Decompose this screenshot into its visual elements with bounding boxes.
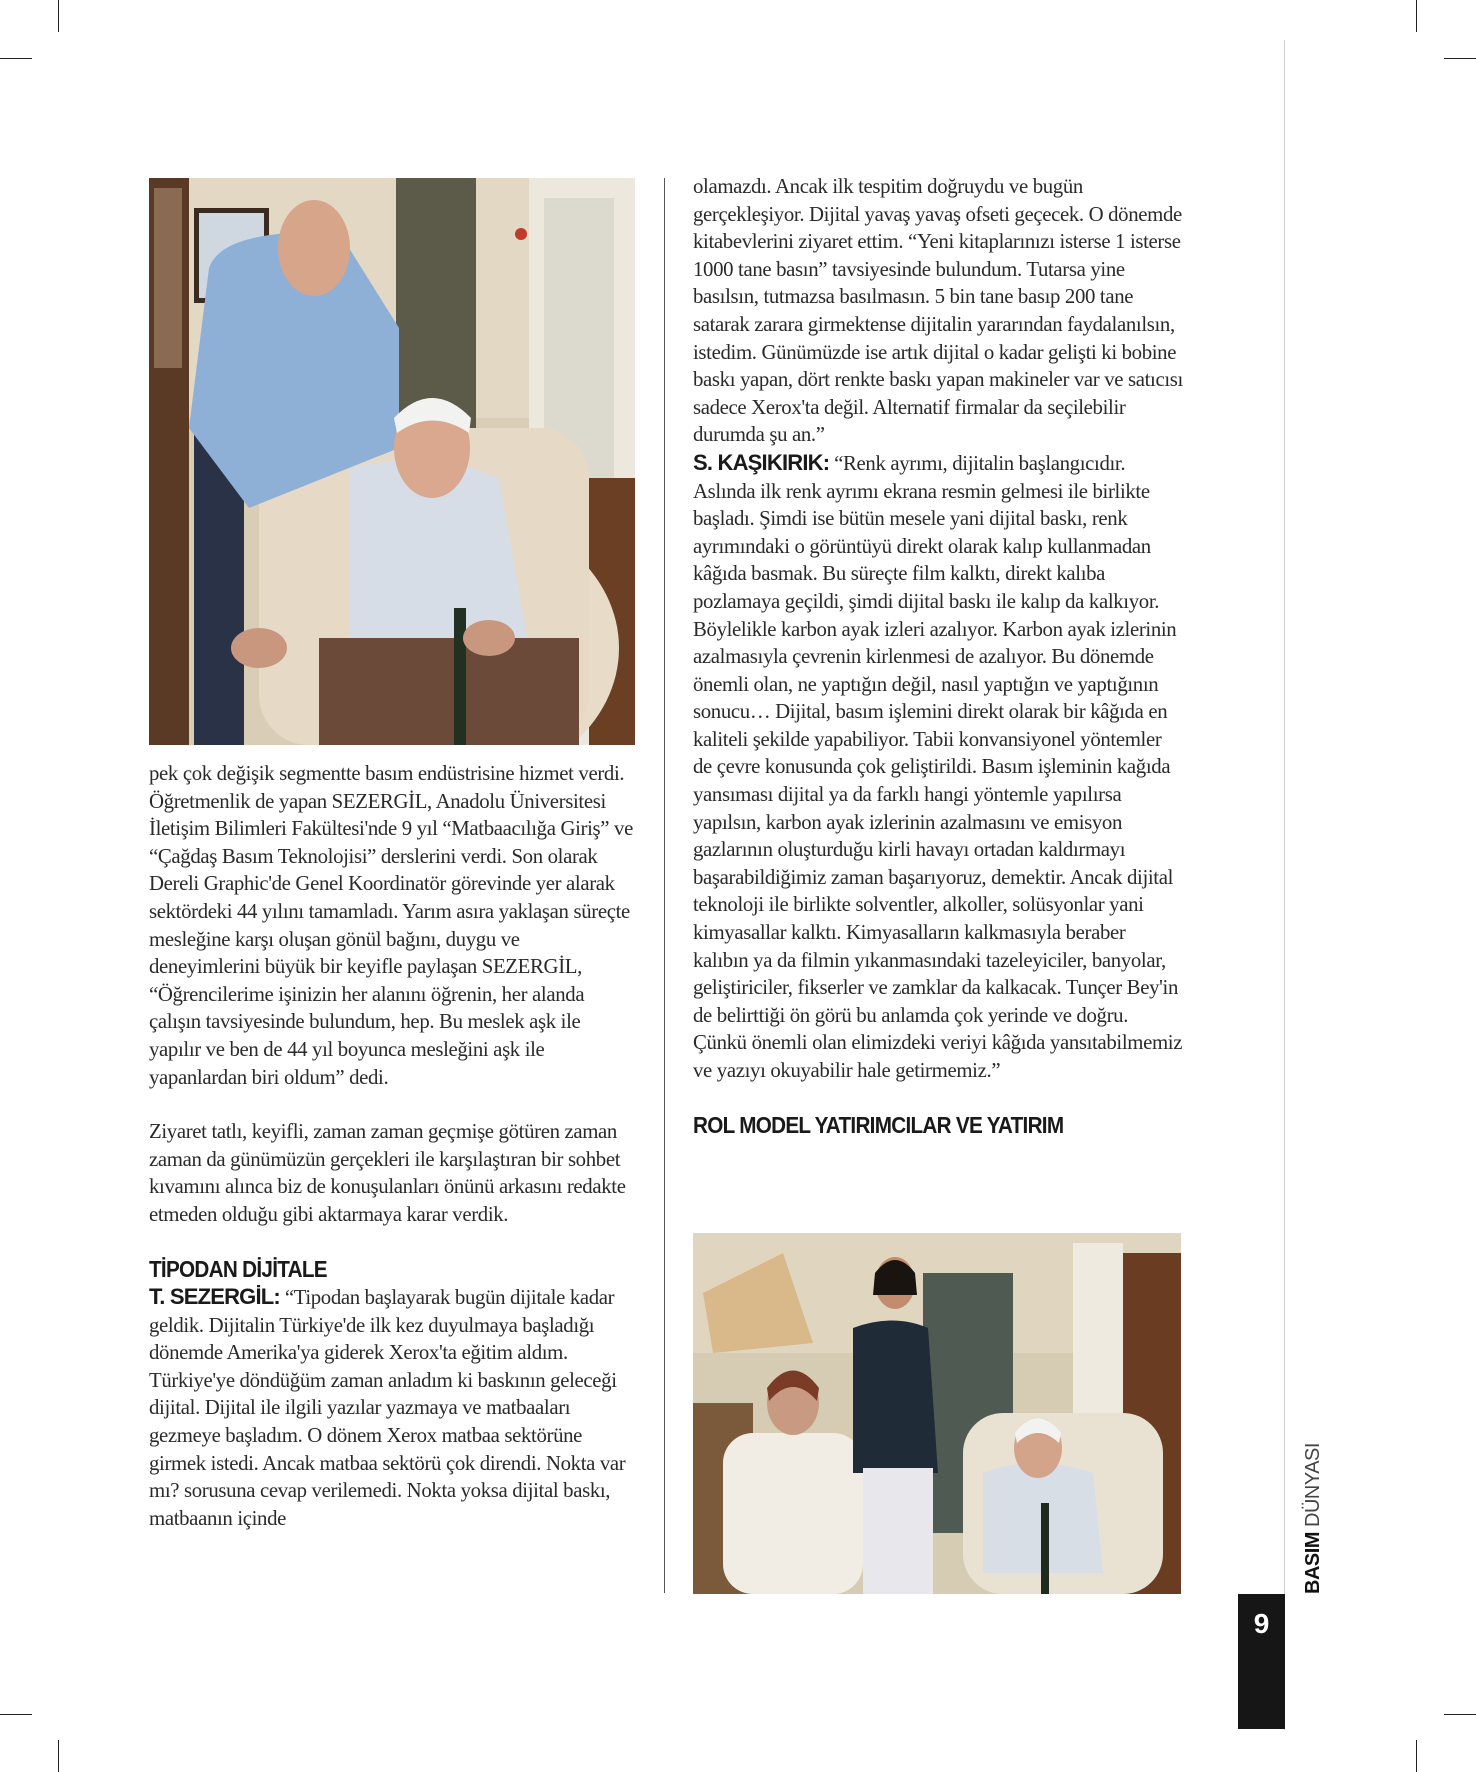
intro-paragraph: pek çok değişik segmentte basım endüstrisine hizmet verdi. Öğretmenlik de yapan SEZERGİL, Anadolu Üniversitesi İletişim Bilimleri Fakültesi'nde 9 yıl “Matbaacılığa Giriş” ve “Çağdaş Basım Teknolojisi” derslerini verdi. Son olarak Dereli Graphic'de Genel Koordinatör görevinde yer alarak sektördeki 44 yılını tamamladı. Yarım asıra yaklaşan süreçte mesleğine karşı oluşan gönül bağını, duygu ve deneyimlerini büyük bir keyifle paylaşan SEZERGİL, “Öğrencilerime işinizin her alanını öğrenin, her alanda çalışın tavsiyesinde bulundum, hep. Bu meslek aşk ile yapılır ve ben de 44 yıl boyunca mesleğini aşk ile yapanlardan biri oldum” dedi. [149, 762, 633, 1089]
photo-two-men [149, 178, 635, 745]
speaker-label: S. KAŞIKIRIK: [693, 449, 830, 475]
crop-mark [1444, 1714, 1476, 1715]
crop-mark [1416, 0, 1417, 32]
sidebar-rule [1284, 40, 1285, 1730]
crop-mark [58, 0, 59, 32]
brand-light: DÜNYASI [1302, 1443, 1324, 1527]
crop-mark [0, 58, 32, 59]
sezergil-paragraph [149, 1283, 635, 1532]
continued-paragraph: olamazdı. Ancak ilk tespitim doğruydu ve bugün gerçekleşiyor. Dijital yavaş yavaş ofseti geçecek. O dönemde kitabevlerini ziyaret ettim. “Yeni kitaplarınızı isterse 1 isterse 1000 tane basın” tavsiyesinde bulundum. Tutarsa yine basılsın, tutmazsa basılmasın. 5 bin tane basıp 200 tane satarak zarara girmektense dijitalin yararından faydalanılsın, istedim. Günümüzde ise artık dijital o kadar gelişti ki bobine baskı yapan, dört renkte baskı yapan makineler var ve satıcısı sadece Xerox'ta değil. Alternatif firmalar da seçilebilir durumda şu an.” [693, 175, 1183, 447]
page-number-box [1238, 1594, 1285, 1729]
quote-text: “Renk ayrımı, dijitalin başlangıcıdır. Aslında ilk renk ayrımı ekrana resmin gelmesi ile birlikte başladı. Şimdi ise bütün mesele yani dijital baskı, renk ayrımındaki o görüntüyü direkt olarak kalıp kullanmadan kâğıda basmak. Bu süreçte film kalktı, direkt kalıba pozlamaya geçildi, şimdi dijital baskı ile kalıp da kalkıyor. Böylelikle karbon ayak izleri azalıyor. Karbon ayak izlerinin azalmasıyla çevrenin kirlenmesi de azalıyor. Bu dönemde önemli olan, ne yaptığın değil, nasıl yaptığın ve yaptığının sonucu… Dijital, basım işlemini direkt olarak bir kâğıda en kaliteli şekilde yapabiliyor. Tabii konvansiyonel yöntemler de çevre konusunda çok geliştirildi. Basım işleminin kağıda yansıması dijital ya da farklı hangi yöntemle yapılırsa yapılsın, karbon ayak izlerinin azalmasını ve emisyon gazlarının oluşturduğu kirli havayı ortadan kaldırmayı başarabildiğimiz zaman başarıyoruz, demektir. Ancak dijital teknoloji ile birlikte solventler, alkoller, solüsyonlar yani kimyasallar kalktı. Kimyasalların kalkmasıyla beraber kalıbın ya da filmin yıkanmasındaki tazeleyiciler, banyolar, geliştiriciler, fikserler ve zamklar da kalkacak. Tunçer Bey'in de belirttiği ön görü bu anlamda çok yerinde ve doğru. Çünkü önemli olan elimizdeki veriyi kâğıda yansıtabilmemiz ve yazıyı okuyabilir hale getirmemiz.” [693, 451, 1183, 1082]
page-number: 9 [1253, 1608, 1270, 1639]
photo-three-people [693, 1233, 1181, 1594]
crop-mark [1444, 58, 1476, 59]
crop-mark [58, 1740, 59, 1772]
visit-paragraph: Ziyaret tatlı, keyifli, zaman zaman geçmişe götüren zaman zaman da günümüzün gerçekleri ile karşılaştıran bir sohbet kıvamını alınca biz de konuşulanları önünü arkasını redakte etmeden olduğu gibi aktarmaya karar verdik. [149, 1120, 626, 1226]
speaker-label: T. SEZERGİL: [149, 1284, 280, 1310]
heading-tipodan-dijitale: TİPODAN DİJİTALE [149, 1255, 327, 1282]
kasikirik-paragraph [693, 449, 1185, 1085]
column-divider [664, 178, 665, 1593]
heading-rol-model: ROL MODEL YATIRIMCILAR VE YATIRIM [693, 1111, 1064, 1138]
brand-bold: BASIM [1302, 1532, 1324, 1594]
quote-text: “Tipodan başlayarak bugün dijitale kadar geldik. Dijitalin Türkiye'de ilk kez duyulmaya başladığı dönemde Amerika'ya giderek Xerox'ta eğitim aldım. Türkiye'ye döndüğüm zaman anladım ki baskının geleceği dijital. Dijital ile ilgili yazılar yazmaya ve matbaaları gezmeye başladım. O dönem Xerox matbaa sektörüne girmek istedi. Ancak matbaa sektörü çok direndi. Nokta var mı? sorusuna cevap verilemedi. Nokta yoksa dijital baskı, matbaanın içinde [149, 1286, 626, 1530]
crop-mark [1416, 1740, 1417, 1772]
crop-mark [0, 1714, 32, 1715]
left-column [149, 760, 635, 1532]
right-column [693, 173, 1185, 1139]
magazine-brand [1302, 1443, 1325, 1594]
